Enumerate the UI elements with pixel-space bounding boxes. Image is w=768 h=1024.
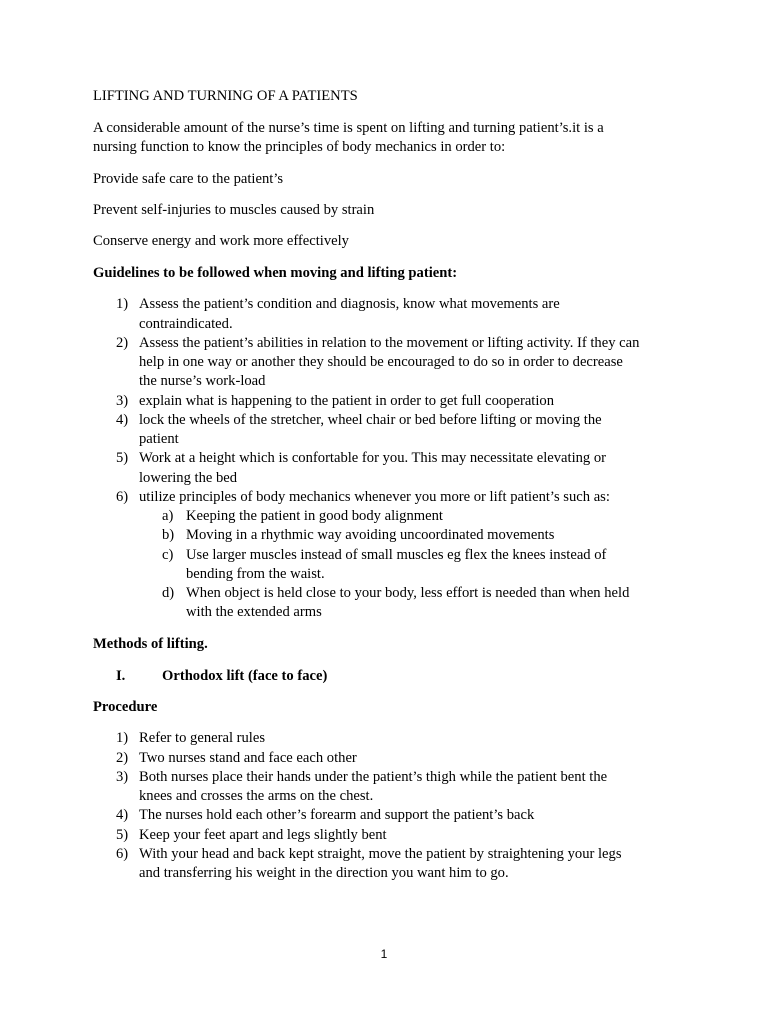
method-roman-numeral: I. [116,668,126,684]
sub-item-text: When object is held close to your body, less effort is needed than when held [186,585,630,601]
procedure-step-text: With your head and back kept straight, move the patient by straightening your legs [139,846,622,862]
guideline-text: lock the wheels of the stretcher, wheel chair or bed before lifting or moving the [139,412,602,428]
procedure-step-text: Refer to general rules [139,730,266,746]
guideline-number: 1) [116,296,129,312]
procedure-step-text: Two nurses stand and face each other [139,750,357,766]
procedure-step-text: The nurses hold each other’s forearm and support the patient’s back [139,807,535,823]
guideline-text: Assess the patient’s condition and diagnosis, know what movements are [139,296,560,312]
guideline-text: help in one way or another they should be encouraged to do so in order to decrease [139,354,623,370]
procedure-heading: Procedure [93,699,158,715]
guideline-number: 6) [116,489,129,505]
procedure-step-text: knees and crosses the arms on the chest. [139,788,374,804]
procedure-step-text: Both nurses place their hands under the patient’s thigh while the patient bent the [139,769,608,785]
guideline-number: 2) [116,335,129,351]
guideline-number: 3) [116,393,129,409]
guideline-number: 4) [116,412,129,428]
sub-item-text: Moving in a rhythmic way avoiding uncoordinated movements [186,527,555,543]
guideline-text: Assess the patient’s abilities in relation to the movement or lifting activity. If they can [139,335,640,351]
procedure-step-text: Keep your feet apart and legs slightly bent [139,827,387,843]
sub-item-text: Use larger muscles instead of small muscles eg flex the knees instead of [186,547,607,563]
guideline-text: patient [139,431,179,447]
sub-item-letter: b) [162,527,175,543]
procedure-step-number: 4) [116,807,129,823]
method-title: Orthodox lift (face to face) [162,668,328,684]
guideline-text: contraindicated. [139,316,233,332]
guideline-text: lowering the bed [139,470,238,486]
guideline-text: explain what is happening to the patient in order to get full cooperation [139,393,554,409]
purpose-conserve-energy: Conserve energy and work more effectively [93,233,349,249]
sub-item-letter: c) [162,547,174,563]
procedure-step-number: 6) [116,846,129,862]
sub-item-text: Keeping the patient in good body alignment [186,508,443,524]
sub-item-letter: d) [162,585,175,601]
document-title: LIFTING AND TURNING OF A PATIENTS [93,88,358,104]
methods-heading: Methods of lifting. [93,636,208,652]
intro-line-2: nursing function to know the principles of body mechanics in order to: [93,139,506,155]
sub-item-text: bending from the waist. [186,566,325,582]
guideline-text: the nurse’s work-load [139,373,266,389]
sub-item-letter: a) [162,508,174,524]
guideline-text: utilize principles of body mechanics whenever you more or lift patient’s such as: [139,489,610,505]
procedure-step-number: 5) [116,827,129,843]
sub-item-text: with the extended arms [186,604,322,620]
intro-line-1: A considerable amount of the nurse’s time is spent on lifting and turning patient’s.it is a [93,120,604,136]
purpose-prevent-injury: Prevent self-injuries to muscles caused by strain [93,202,375,218]
procedure-step-number: 2) [116,750,129,766]
guideline-text: Work at a height which is confortable for you. This may necessitate elevating or [139,450,607,466]
procedure-step-number: 1) [116,730,129,746]
procedure-step-text: and transferring his weight in the direction you want him to go. [139,865,509,881]
purpose-safe-care: Provide safe care to the patient’s [93,171,284,187]
procedure-step-number: 3) [116,769,129,785]
page-number: 1 [380,947,388,961]
guideline-number: 5) [116,450,129,466]
guidelines-heading: Guidelines to be followed when moving and lifting patient: [93,265,458,281]
